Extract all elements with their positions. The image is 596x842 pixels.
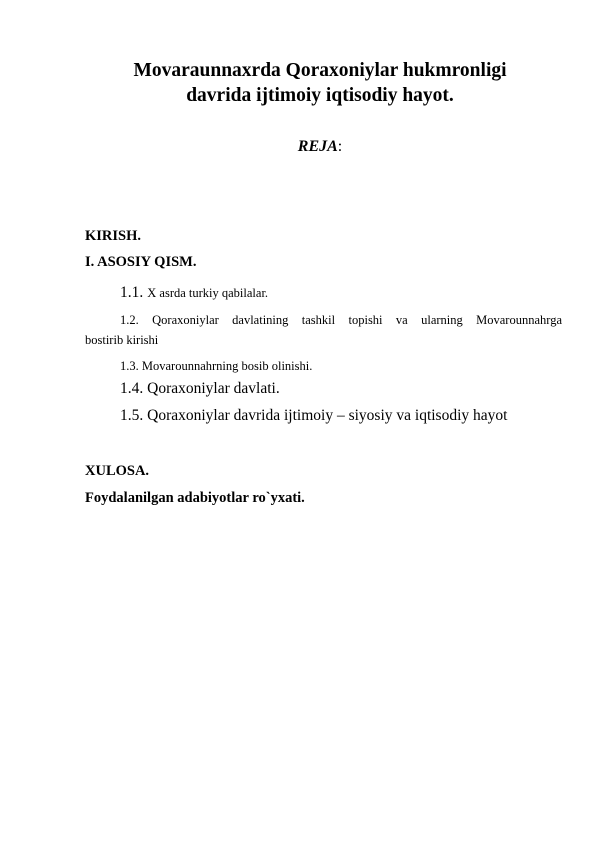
plan-label: REJA (297, 138, 338, 155)
title-line-1: Movaraunnaxrda Qoraxoniylar hukmronligi (133, 60, 507, 81)
outline-item-1-4: 1.4. Qoraxoniylar davlati. (120, 380, 280, 397)
outline-item-1-1-text: X asrda turkiy qabilalar. (147, 286, 269, 300)
references-heading: Foydalanilgan adabiyotlar ro`yxati. (85, 490, 305, 506)
outline-item-1-1 (120, 283, 268, 303)
outline-item-1-1-number: 1.1. (120, 284, 144, 301)
intro-heading: KIRISH. (85, 228, 142, 244)
title-line-2: davrida ijtimoiy iqtisodiy hayot. (186, 85, 454, 106)
document-title (60, 58, 580, 108)
outline-item-1-2-line-2: bostirib kirishi (85, 333, 159, 347)
plan-heading (0, 137, 596, 157)
conclusion-heading: XULOSA. (85, 463, 150, 479)
outline-item-1-3: 1.3. Movarounnahrning bosib olinishi. (120, 359, 313, 373)
outline-item-1-2-line-1: 1.2. Qoraxoniylar davlatining tashkil topishi va ularning Movarounnahrga (120, 313, 562, 327)
outline-item-1-5: 1.5. Qoraxoniylar davrida ijtimoiy – siyosiy va iqtisodiy hayot (120, 407, 508, 424)
plan-suffix: : (337, 138, 343, 155)
main-part-heading: I. ASOSIY QISM. (85, 254, 197, 270)
